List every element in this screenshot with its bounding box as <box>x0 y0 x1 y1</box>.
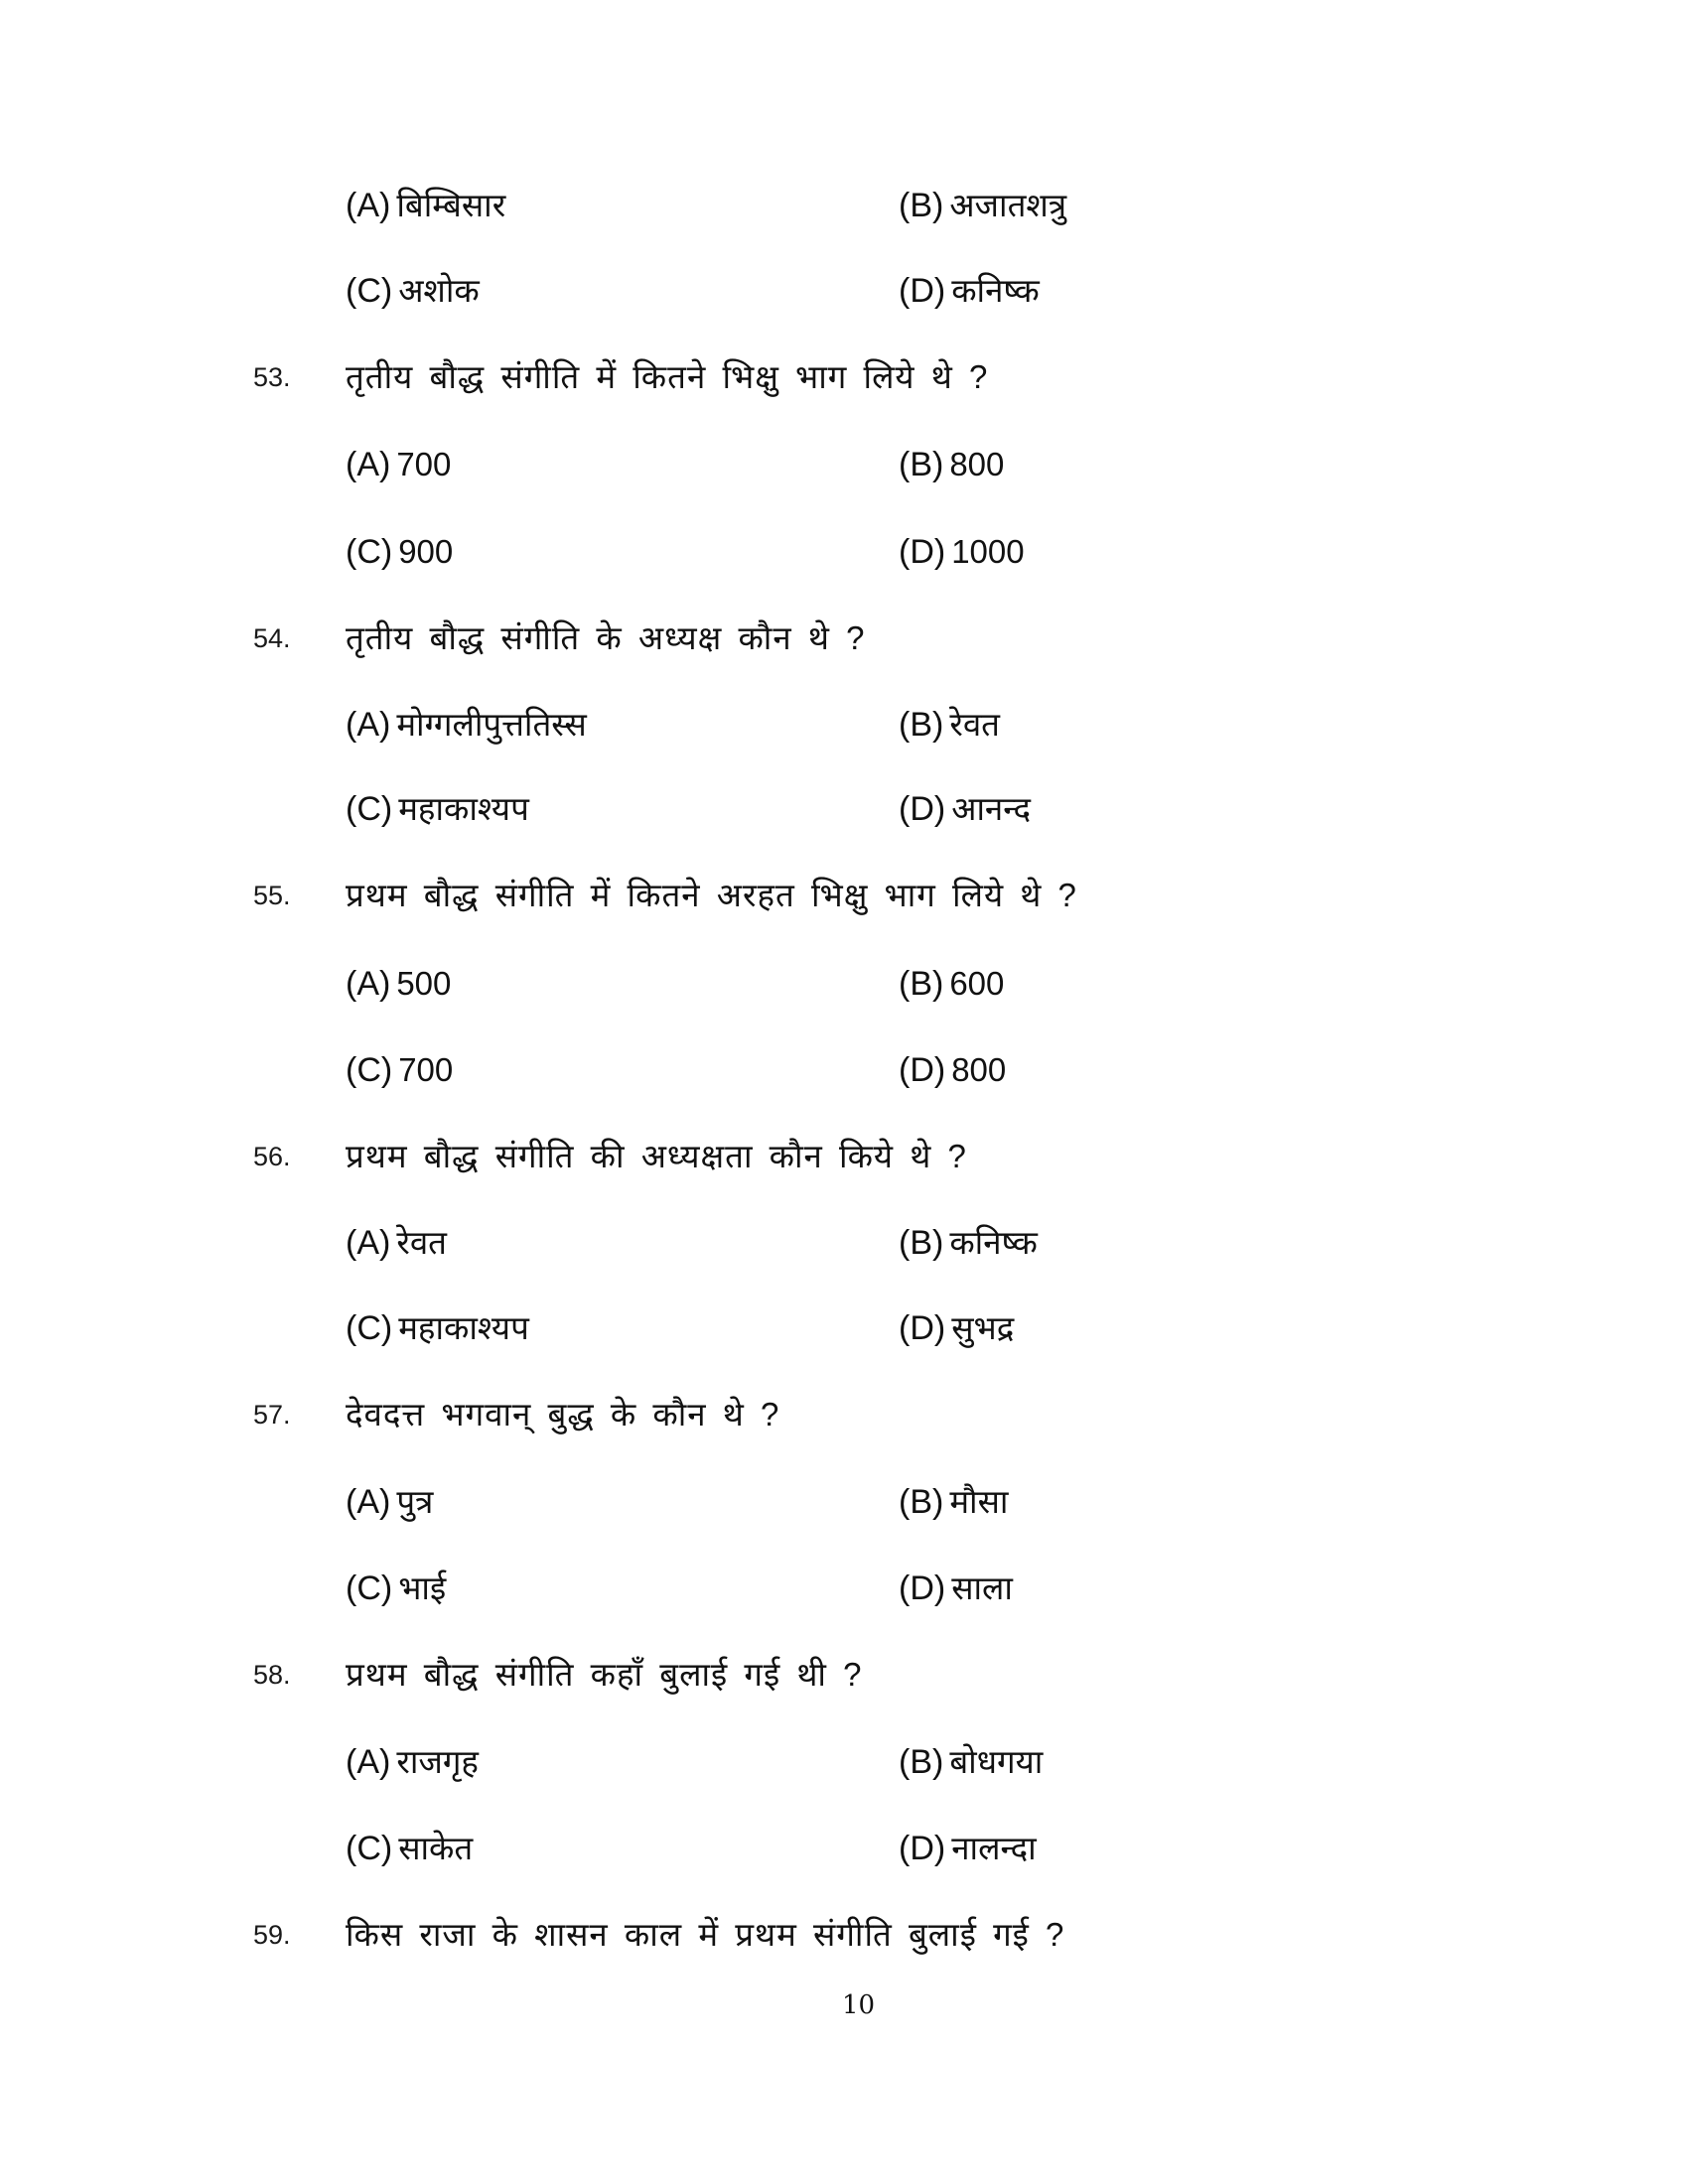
options-row <box>0 1738 1688 1786</box>
question-number: 54. <box>253 623 291 653</box>
option-b: (B) कनिष्क <box>899 1224 1038 1262</box>
question-text: देवदत्त भगवान् बुद्ध के कौन थे ? <box>346 1396 780 1433</box>
option-b: (B) रेवत <box>899 706 1000 744</box>
option-d: (D) 800 <box>899 1051 1007 1089</box>
option-d: (D) नालन्दा <box>899 1830 1037 1867</box>
question-number: 57. <box>253 1400 291 1430</box>
option-b: (B) बोधगया <box>899 1743 1044 1781</box>
page-number: 10 <box>842 1990 876 2020</box>
option-a: (A) 700 <box>346 446 452 483</box>
option-c: (C) अशोक <box>346 272 480 310</box>
question-text: तृतीय बौद्ध संगीति में कितने भिक्षु भाग लिये थे ? <box>346 358 989 395</box>
question-number: 53. <box>253 362 291 392</box>
option-b: (B) 800 <box>899 446 1005 483</box>
option-b: (B) 600 <box>899 965 1005 1003</box>
question-59 <box>0 1911 1688 1959</box>
option-a: (A) 500 <box>346 965 452 1003</box>
question-54 <box>0 614 1688 662</box>
option-a: (A) राजगृह <box>346 1743 479 1781</box>
question-number: 58. <box>253 1660 291 1690</box>
option-b: (B) अजातशत्रु <box>899 187 1067 224</box>
options-row <box>0 1304 1688 1352</box>
question-number: 55. <box>253 881 291 910</box>
option-d: (D) सुभद्र <box>899 1309 1015 1347</box>
options-row <box>0 1825 1688 1872</box>
options-row <box>0 441 1688 488</box>
option-c: (C) साकेत <box>346 1830 474 1867</box>
option-a: (A) मोग्गलीपुत्ततिस्स <box>346 706 587 744</box>
question-55 <box>0 872 1688 919</box>
options-row <box>0 528 1688 576</box>
question-number: 56. <box>253 1142 291 1171</box>
option-a: (A) रेवत <box>346 1224 447 1262</box>
option-c: (C) महाकाश्यप <box>346 790 529 828</box>
question-number: 59. <box>253 1920 291 1950</box>
option-d: (D) कनिष्क <box>899 272 1040 310</box>
question-text: प्रथम बौद्ध संगीति में कितने अरहत भिक्षु भाग लिये थे ? <box>346 877 1077 913</box>
question-57 <box>0 1391 1688 1438</box>
option-d: (D) 1000 <box>899 533 1025 571</box>
question-58 <box>0 1651 1688 1699</box>
question-text: प्रथम बौद्ध संगीति कहाँ बुलाई गई थी ? <box>346 1656 863 1693</box>
options-row <box>0 960 1688 1008</box>
option-a: (A) पुत्र <box>346 1483 434 1521</box>
question-text: किस राजा के शासन काल में प्रथम संगीति बुलाई गई ? <box>346 1916 1065 1953</box>
question-56 <box>0 1133 1688 1180</box>
option-c: (C) 700 <box>346 1051 454 1089</box>
options-row <box>0 267 1688 315</box>
option-d: (D) आनन्द <box>899 790 1031 828</box>
option-c: (C) 900 <box>346 533 454 571</box>
options-row <box>0 182 1688 229</box>
options-row <box>0 701 1688 749</box>
question-53 <box>0 353 1688 401</box>
option-b: (B) मौसा <box>899 1483 1009 1521</box>
question-text: तृतीय बौद्ध संगीति के अध्यक्ष कौन थे ? <box>346 619 866 656</box>
options-row <box>0 1565 1688 1612</box>
option-c: (C) महाकाश्यप <box>346 1309 529 1347</box>
options-row <box>0 1478 1688 1526</box>
options-row <box>0 1046 1688 1094</box>
option-c: (C) भाई <box>346 1570 447 1607</box>
options-row <box>0 785 1688 833</box>
options-row <box>0 1219 1688 1267</box>
question-text: प्रथम बौद्ध संगीति की अध्यक्षता कौन किये थे ? <box>346 1138 967 1174</box>
option-d: (D) साला <box>899 1570 1013 1607</box>
option-a: (A) बिम्बिसार <box>346 187 506 224</box>
